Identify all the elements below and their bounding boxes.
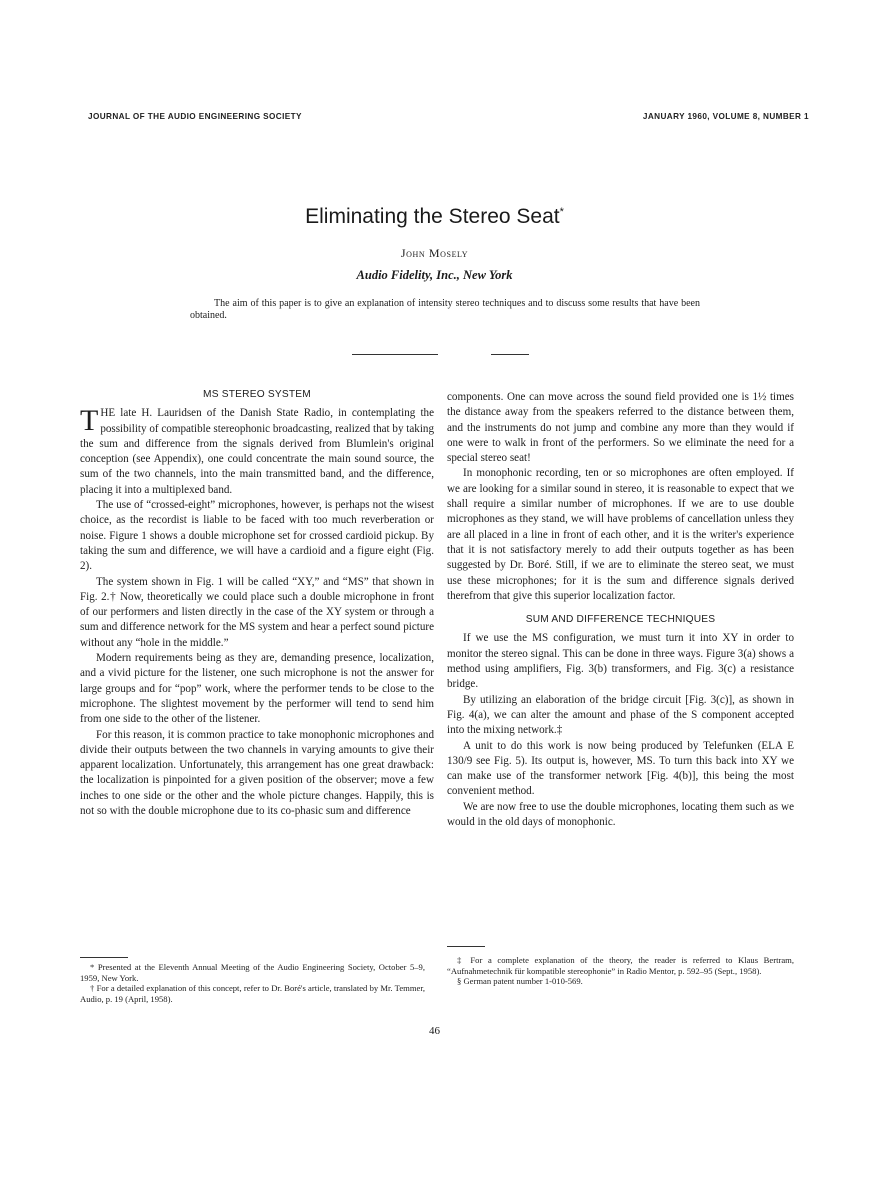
paragraph: For this reason, it is common practice to take monophonic microphones and divide their outputs between the two channels in varying amounts to give their apparent localization. Unfortunately, this arrangement has one great drawback: the localization is pinpointed for a given position of the observer; move a few inches to one side or the other and the whole picture changes. Happily, this is not so with the double microphone due to its co-phasic sum and difference — [80, 728, 434, 818]
paragraph: In monophonic recording, ten or so microphones are often employed. If we are looking for a similar sound in stereo, it is reasonable to expect that we shall require a similar number of microphones. If we are to use double microphones as they stand, we will have problems of cancellation unless they are all placed in a line in front of each other, and it is the writer's experience that it is not satisfactory merely to add their outputs together as has been suggested by Dr. Boré. Still, if we are to eliminate the stereo seat, we must use these microphones; for it is the sum and difference signals derived therefrom that give this superior localization factor. — [447, 467, 794, 602]
paragraph: If we use the MS configuration, we must turn it into XY in order to monitor the stereo signal. This can be done in three ways. Figure 3(a) shows a method using amplifiers, Fig. 3(b) transformers, and Fig. 3(c) a resistance bridge. — [447, 632, 794, 691]
paragraph: Modern requirements being as they are, demanding presence, localization, and a vivid picture for the listener, one such microphone is not the answer for large groups and for “pop” work, where the performer tends to be close to the microphone. The slightest movement by the performer will tend to send him from one side to the other of the listener. — [80, 652, 434, 726]
journal-running-head: JOURNAL OF THE AUDIO ENGINEERING SOCIETY — [88, 112, 302, 121]
paragraph: A unit to do this work is now being produced by Telefunken (ELA E 130/9 see Fig. 5). Its output is, however, MS. To turn this back into XY we can make use of the transformer network [Fig. 4(b)], this being the most convenient method. — [447, 739, 794, 798]
page-number: 46 — [429, 1025, 440, 1037]
footnote-rule-left — [80, 957, 128, 958]
drop-cap: T — [80, 404, 99, 438]
abstract: The aim of this paper is to give an explanation of intensity stereo techniques and to discuss some results that have been obtained. — [190, 298, 700, 321]
issue-running-head: JANUARY 1960, VOLUME 8, NUMBER 1 — [642, 112, 809, 121]
footnotes-left — [80, 962, 425, 1004]
author-affiliation: Audio Fidelity, Inc., New York — [356, 268, 513, 282]
footnote: ‡ For a complete explanation of the theory, the reader is referred to Klaus Bertram, “Aufnahmetechnik für kompatible stereophonie” in Radio Mentor, p. 592–95 (Sept., 1958). — [447, 955, 794, 976]
paragraph: We are now free to use the double microphones, locating them such as we would in the old days of monophonic. — [447, 800, 794, 829]
title-rule-right — [491, 354, 529, 355]
footnotes-right — [447, 955, 794, 987]
paragraph: THE late H. Lauridsen of the Danish State Radio, in contemplating the possibility of compatible stereophonic broadcasting, realized that by taking the sum and difference from the signals derived from Blumlein's original conception (see Appendix), one could concentrate the main sound source, the sum of the two channels, into the main transmitted band, and the difference, placing it into a multiplexed band. — [80, 404, 434, 496]
paragraph: components. One can move across the sound field provided one is 1½ times the distance away from the speakers referred to the distance between them, and the instruments do not jump and combine any more than they would if one were to walk in front of the performers. So we eliminate the need for a special stereo seat! — [447, 391, 794, 465]
right-column — [447, 390, 794, 830]
footnote: † For a detailed explanation of this concept, refer to Dr. Boré's article, translated by Mr. Temmer, Audio, p. 19 (April, 1958). — [80, 983, 425, 1004]
section-heading-ms-stereo: MS STEREO SYSTEM — [203, 389, 311, 400]
article-title: Eliminating the Stereo Seat* — [305, 205, 564, 228]
footnote: § German patent number 1-010-569. — [457, 976, 583, 986]
paragraph: The use of “crossed-eight” microphones, however, is perhaps not the wisest choice, as the recordist is liable to be faced with too much reverberation or noise. Figure 1 shows a double microphone set for crossed cardioid pickup. By taking the sum and difference, we will have a cardioid and a figure eight (Fig. 2). — [80, 499, 434, 573]
footnote-rule-right — [447, 946, 485, 947]
paragraph: By utilizing an elaboration of the bridge circuit [Fig. 3(c)], as shown in Fig. 4(a), we can alter the amount and phase of the S component accepted into the mixing network.‡ — [447, 693, 794, 737]
section-heading-sum-difference: SUM AND DIFFERENCE TECHNIQUES — [525, 614, 716, 626]
title-rule-left — [352, 354, 438, 355]
left-column — [80, 387, 434, 819]
paragraph: The system shown in Fig. 1 will be called “XY,” and “MS” that shown in Fig. 2.† Now, theoretically we could place such a double microphone in front of our performers and listen directly in the case of the XY system or through a sum and difference network for the MS system and hear a perfect sound picture without any “hole in the middle.” — [80, 575, 434, 649]
title-footnote-mark: * — [559, 206, 564, 218]
author-name: John Mosely — [400, 246, 469, 260]
footnote: * Presented at the Eleventh Annual Meeting of the Audio Engineering Society, October 5–9, 1959, New York. — [80, 962, 425, 983]
